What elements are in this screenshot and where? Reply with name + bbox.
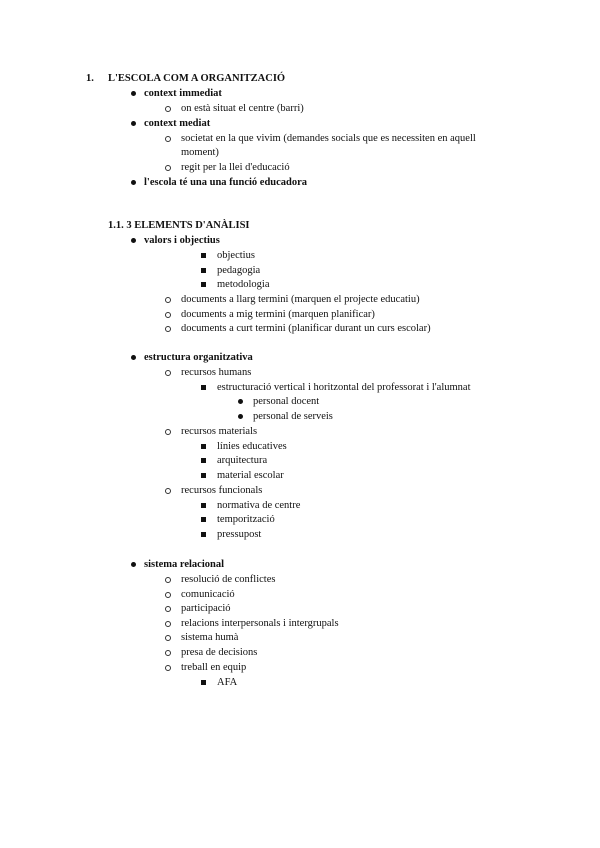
list-item: normativa de centre — [217, 500, 301, 511]
list-item: sistema humà — [181, 632, 239, 643]
list-item: relacions interpersonals i intergrupals — [181, 618, 339, 629]
list-item: regit per la llei d'educació — [181, 162, 290, 173]
bullet-square-icon — [201, 680, 206, 685]
bullet-dot-icon — [131, 91, 136, 96]
bullet-square-icon — [201, 503, 206, 508]
bullet-dot-icon — [131, 562, 136, 567]
list-item: temporització — [217, 514, 275, 525]
bullet-square-icon — [201, 517, 206, 522]
list-item: estructura organitzativa — [144, 352, 253, 363]
list-item: estructuració vertical i horitzontal del professorat i l'alumnat — [217, 382, 471, 393]
list-item: moment) — [181, 147, 219, 158]
list-item: recursos funcionals — [181, 485, 263, 496]
bullet-square-icon — [201, 444, 206, 449]
subsection-title: 1.1. 3 ELEMENTS D'ANÀLISI — [108, 220, 250, 231]
bullet-circle-icon — [165, 370, 171, 376]
bullet-square-icon — [201, 473, 206, 478]
list-item: comunicació — [181, 589, 235, 600]
bullet-circle-icon — [165, 488, 171, 494]
bullet-circle-icon — [165, 650, 171, 656]
list-item: documents a curt termini (planificar durant un curs escolar) — [181, 323, 431, 334]
bullet-circle-icon — [165, 297, 171, 303]
bullet-square-icon — [201, 253, 206, 258]
list-item: pedagogia — [217, 265, 261, 276]
list-item: arquitectura — [217, 455, 268, 466]
bullet-circle-icon — [165, 429, 171, 435]
bullet-circle-icon — [165, 592, 171, 598]
list-item: material escolar — [217, 470, 284, 481]
bullet-circle-icon — [165, 621, 171, 627]
bullet-dot-icon — [238, 414, 243, 419]
list-item: personal de serveis — [253, 411, 333, 422]
list-item: recursos humans — [181, 367, 252, 378]
bullet-dot-icon — [238, 399, 243, 404]
list-item: documents a llarg termini (marquen el projecte educatiu) — [181, 294, 420, 305]
list-item: metodologia — [217, 279, 270, 290]
list-item: pressupost — [217, 529, 262, 540]
list-item: documents a mig termini (marquen planificar) — [181, 309, 375, 320]
bullet-dot-icon — [131, 121, 136, 126]
bullet-dot-icon — [131, 238, 136, 243]
bullet-dot-icon — [131, 355, 136, 360]
list-item: línies educatives — [217, 441, 287, 452]
list-item: societat en la que vivim (demandes socials que es necessiten en aquell — [181, 133, 476, 144]
bullet-circle-icon — [165, 577, 171, 583]
bullet-square-icon — [201, 268, 206, 273]
list-item: sistema relacional — [144, 559, 225, 570]
bullet-square-icon — [201, 458, 206, 463]
bullet-square-icon — [201, 532, 206, 537]
section-number: 1. — [86, 73, 94, 84]
bullet-circle-icon — [165, 326, 171, 332]
bullet-dot-icon — [131, 180, 136, 185]
list-item: on està situat el centre (barri) — [181, 103, 304, 114]
bullet-circle-icon — [165, 665, 171, 671]
bullet-circle-icon — [165, 106, 171, 112]
list-item: objectius — [217, 250, 255, 261]
bullet-circle-icon — [165, 606, 171, 612]
bullet-square-icon — [201, 282, 206, 287]
list-item: resolució de conflictes — [181, 574, 276, 585]
list-item: valors i objectius — [144, 235, 220, 246]
list-item: treball en equip — [181, 662, 247, 673]
list-item: presa de decisions — [181, 647, 258, 658]
bullet-square-icon — [201, 385, 206, 390]
bullet-circle-icon — [165, 136, 171, 142]
list-item: context immediat — [144, 88, 222, 99]
list-item: AFA — [217, 677, 238, 688]
list-item: context mediat — [144, 118, 211, 129]
list-item: l'escola té una una funció educadora — [144, 177, 308, 188]
bullet-circle-icon — [165, 635, 171, 641]
list-item: recursos materials — [181, 426, 258, 437]
section-title: L'ESCOLA COM A ORGANITZACIÓ — [108, 73, 286, 84]
bullet-circle-icon — [165, 312, 171, 318]
bullet-circle-icon — [165, 165, 171, 171]
list-item: personal docent — [253, 396, 320, 407]
list-item: participació — [181, 603, 231, 614]
